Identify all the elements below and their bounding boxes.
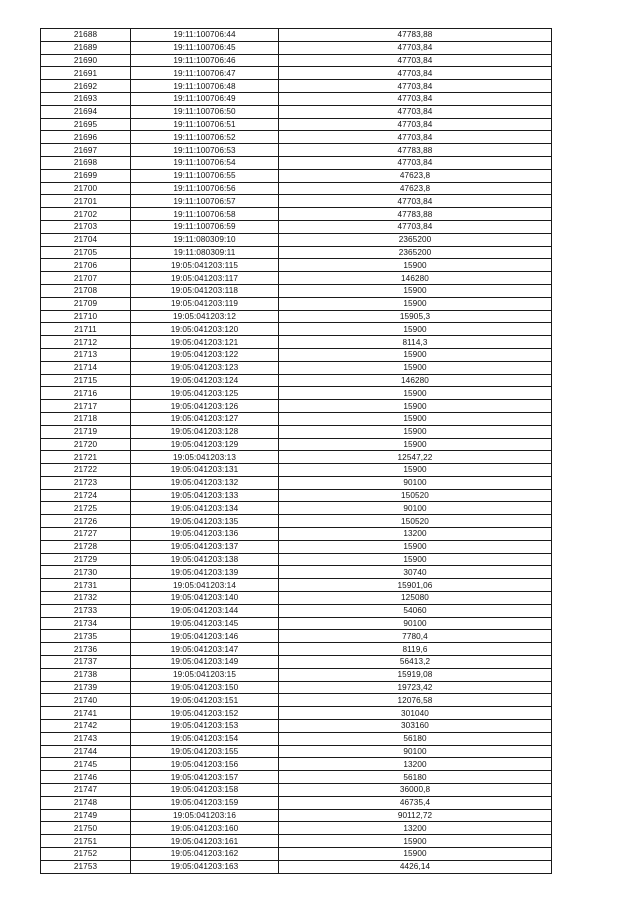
cadastral-number-cell: 19:05:041203:134 — [131, 502, 279, 515]
table-row — [41, 259, 552, 272]
cadastral-number-cell: 19:05:041203:158 — [131, 784, 279, 797]
table-row — [41, 489, 552, 502]
value-cell: 47703,84 — [279, 131, 552, 144]
table-row — [41, 515, 552, 528]
row-number-cell: 21712 — [41, 336, 131, 349]
value-cell: 47783,88 — [279, 144, 552, 157]
row-number-cell: 21717 — [41, 400, 131, 413]
value-cell: 15901,06 — [279, 579, 552, 592]
table-row — [41, 80, 552, 93]
cadastral-number-cell: 19:05:041203:138 — [131, 553, 279, 566]
value-cell: 12076,58 — [279, 694, 552, 707]
table-row — [41, 604, 552, 617]
value-cell: 47703,84 — [279, 220, 552, 233]
value-cell: 15900 — [279, 412, 552, 425]
row-number-cell: 21708 — [41, 284, 131, 297]
row-number-cell: 21702 — [41, 208, 131, 221]
row-number-cell: 21726 — [41, 515, 131, 528]
value-cell: 90100 — [279, 476, 552, 489]
row-number-cell: 21750 — [41, 822, 131, 835]
row-number-cell: 21716 — [41, 387, 131, 400]
cadastral-number-cell: 19:05:041203:149 — [131, 656, 279, 669]
value-cell: 47623,8 — [279, 169, 552, 182]
value-cell: 15900 — [279, 259, 552, 272]
table-row — [41, 745, 552, 758]
table-row — [41, 528, 552, 541]
row-number-cell: 21714 — [41, 361, 131, 374]
table-row — [41, 310, 552, 323]
value-cell: 8114,3 — [279, 336, 552, 349]
row-number-cell: 21703 — [41, 220, 131, 233]
row-number-cell: 21705 — [41, 246, 131, 259]
cadastral-number-cell: 19:11:100706:51 — [131, 118, 279, 131]
table-row — [41, 246, 552, 259]
value-cell: 36000,8 — [279, 784, 552, 797]
value-cell: 15900 — [279, 835, 552, 848]
row-number-cell: 21695 — [41, 118, 131, 131]
cadastral-number-cell: 19:05:041203:118 — [131, 284, 279, 297]
row-number-cell: 21746 — [41, 771, 131, 784]
cadastral-number-cell: 19:05:041203:132 — [131, 476, 279, 489]
cadastral-number-cell: 19:05:041203:133 — [131, 489, 279, 502]
cadastral-number-cell: 19:05:041203:139 — [131, 566, 279, 579]
cadastral-number-cell: 19:11:100706:57 — [131, 195, 279, 208]
cadastral-number-cell: 19:05:041203:137 — [131, 540, 279, 553]
row-number-cell: 21689 — [41, 41, 131, 54]
table-row — [41, 540, 552, 553]
row-number-cell: 21688 — [41, 29, 131, 42]
table-row — [41, 195, 552, 208]
table-row — [41, 771, 552, 784]
cadastral-number-cell: 19:11:100706:59 — [131, 220, 279, 233]
value-cell: 15900 — [279, 361, 552, 374]
row-number-cell: 21737 — [41, 656, 131, 669]
cadastral-number-cell: 19:11:100706:50 — [131, 105, 279, 118]
row-number-cell: 21743 — [41, 732, 131, 745]
table-row — [41, 502, 552, 515]
row-number-cell: 21699 — [41, 169, 131, 182]
value-cell: 90100 — [279, 617, 552, 630]
row-number-cell: 21713 — [41, 348, 131, 361]
value-cell: 12547,22 — [279, 451, 552, 464]
cadastral-number-cell: 19:05:041203:136 — [131, 528, 279, 541]
value-cell: 15900 — [279, 297, 552, 310]
value-cell: 2365200 — [279, 246, 552, 259]
cadastral-number-cell: 19:05:041203:162 — [131, 848, 279, 861]
row-number-cell: 21721 — [41, 451, 131, 464]
row-number-cell: 21707 — [41, 272, 131, 285]
row-number-cell: 21690 — [41, 54, 131, 67]
value-cell: 47703,84 — [279, 41, 552, 54]
cadastral-number-cell: 19:05:041203:145 — [131, 617, 279, 630]
value-cell: 15919,08 — [279, 668, 552, 681]
cadastral-number-cell: 19:05:041203:125 — [131, 387, 279, 400]
row-number-cell: 21698 — [41, 156, 131, 169]
cadastral-number-cell: 19:05:041203:131 — [131, 464, 279, 477]
cadastral-number-cell: 19:05:041203:129 — [131, 438, 279, 451]
cadastral-number-cell: 19:05:041203:123 — [131, 361, 279, 374]
table-row — [41, 412, 552, 425]
row-number-cell: 21715 — [41, 374, 131, 387]
value-cell: 15900 — [279, 348, 552, 361]
cadastral-number-cell: 19:05:041203:121 — [131, 336, 279, 349]
cadastral-number-cell: 19:11:100706:55 — [131, 169, 279, 182]
row-number-cell: 21729 — [41, 553, 131, 566]
cadastral-number-cell: 19:05:041203:157 — [131, 771, 279, 784]
table-row — [41, 566, 552, 579]
value-cell: 15900 — [279, 848, 552, 861]
row-number-cell: 21723 — [41, 476, 131, 489]
cadastral-number-cell: 19:05:041203:16 — [131, 809, 279, 822]
cadastral-number-cell: 19:05:041203:159 — [131, 796, 279, 809]
table-row — [41, 656, 552, 669]
value-cell: 15900 — [279, 464, 552, 477]
row-number-cell: 21692 — [41, 80, 131, 93]
value-cell: 47703,84 — [279, 67, 552, 80]
value-cell: 47783,88 — [279, 208, 552, 221]
cadastral-number-cell: 19:05:041203:124 — [131, 374, 279, 387]
row-number-cell: 21710 — [41, 310, 131, 323]
value-cell: 19723,42 — [279, 681, 552, 694]
row-number-cell: 21751 — [41, 835, 131, 848]
value-cell: 4426,14 — [279, 860, 552, 873]
value-cell: 56180 — [279, 771, 552, 784]
row-number-cell: 21735 — [41, 630, 131, 643]
cadastral-number-cell: 19:05:041203:155 — [131, 745, 279, 758]
value-cell: 15900 — [279, 284, 552, 297]
value-cell: 15900 — [279, 323, 552, 336]
cadastral-number-cell: 19:11:100706:45 — [131, 41, 279, 54]
row-number-cell: 21732 — [41, 592, 131, 605]
table-row — [41, 361, 552, 374]
value-cell: 47623,8 — [279, 182, 552, 195]
table-row — [41, 784, 552, 797]
value-cell: 150520 — [279, 515, 552, 528]
table-row — [41, 297, 552, 310]
cadastral-number-cell: 19:11:100706:44 — [131, 29, 279, 42]
value-cell: 54060 — [279, 604, 552, 617]
table-row — [41, 144, 552, 157]
table-row — [41, 553, 552, 566]
value-cell: 47703,84 — [279, 54, 552, 67]
cadastral-number-cell: 19:05:041203:147 — [131, 643, 279, 656]
cadastral-value-table — [40, 28, 552, 874]
cadastral-number-cell: 19:05:041203:14 — [131, 579, 279, 592]
cadastral-number-cell: 19:11:080309:11 — [131, 246, 279, 259]
table-row — [41, 579, 552, 592]
table-row — [41, 438, 552, 451]
cadastral-number-cell: 19:05:041203:160 — [131, 822, 279, 835]
table-row — [41, 131, 552, 144]
table-row — [41, 220, 552, 233]
cadastral-number-cell: 19:05:041203:151 — [131, 694, 279, 707]
table-row — [41, 387, 552, 400]
value-cell: 15905,3 — [279, 310, 552, 323]
value-cell: 301040 — [279, 707, 552, 720]
cadastral-number-cell: 19:05:041203:127 — [131, 412, 279, 425]
row-number-cell: 21722 — [41, 464, 131, 477]
cadastral-number-cell: 19:05:041203:163 — [131, 860, 279, 873]
cadastral-number-cell: 19:05:041203:122 — [131, 348, 279, 361]
cadastral-number-cell: 19:05:041203:128 — [131, 425, 279, 438]
value-cell: 15900 — [279, 438, 552, 451]
table-row — [41, 41, 552, 54]
table-row — [41, 323, 552, 336]
table-row — [41, 208, 552, 221]
value-cell: 47703,84 — [279, 195, 552, 208]
cadastral-number-cell: 19:11:100706:47 — [131, 67, 279, 80]
row-number-cell: 21711 — [41, 323, 131, 336]
value-cell: 15900 — [279, 553, 552, 566]
row-number-cell: 21740 — [41, 694, 131, 707]
table-row — [41, 643, 552, 656]
value-cell: 56413,2 — [279, 656, 552, 669]
table-row — [41, 822, 552, 835]
value-cell: 125080 — [279, 592, 552, 605]
row-number-cell: 21693 — [41, 92, 131, 105]
value-cell: 8119,6 — [279, 643, 552, 656]
row-number-cell: 21691 — [41, 67, 131, 80]
value-cell: 47703,84 — [279, 156, 552, 169]
row-number-cell: 21709 — [41, 297, 131, 310]
table-row — [41, 169, 552, 182]
row-number-cell: 21694 — [41, 105, 131, 118]
table-row — [41, 29, 552, 42]
table-row — [41, 464, 552, 477]
value-cell: 13200 — [279, 528, 552, 541]
table-row — [41, 348, 552, 361]
cadastral-number-cell: 19:05:041203:154 — [131, 732, 279, 745]
row-number-cell: 21738 — [41, 668, 131, 681]
table-row — [41, 592, 552, 605]
cadastral-number-cell: 19:05:041203:150 — [131, 681, 279, 694]
table-row — [41, 732, 552, 745]
cadastral-number-cell: 19:05:041203:146 — [131, 630, 279, 643]
value-cell: 90112,72 — [279, 809, 552, 822]
value-cell: 47783,88 — [279, 29, 552, 42]
value-cell: 13200 — [279, 758, 552, 771]
row-number-cell: 21733 — [41, 604, 131, 617]
row-number-cell: 21730 — [41, 566, 131, 579]
cadastral-number-cell: 19:05:041203:119 — [131, 297, 279, 310]
row-number-cell: 21725 — [41, 502, 131, 515]
cadastral-number-cell: 19:11:080309:10 — [131, 233, 279, 246]
row-number-cell: 21724 — [41, 489, 131, 502]
table-row — [41, 835, 552, 848]
table-row — [41, 374, 552, 387]
cadastral-number-cell: 19:05:041203:144 — [131, 604, 279, 617]
table-row — [41, 630, 552, 643]
value-cell: 30740 — [279, 566, 552, 579]
row-number-cell: 21718 — [41, 412, 131, 425]
table-row — [41, 54, 552, 67]
cadastral-number-cell: 19:11:100706:53 — [131, 144, 279, 157]
table-row — [41, 182, 552, 195]
value-cell: 15900 — [279, 425, 552, 438]
table-row — [41, 425, 552, 438]
value-cell: 146280 — [279, 374, 552, 387]
value-cell: 146280 — [279, 272, 552, 285]
value-cell: 150520 — [279, 489, 552, 502]
cadastral-number-cell: 19:11:100706:52 — [131, 131, 279, 144]
row-number-cell: 21700 — [41, 182, 131, 195]
row-number-cell: 21747 — [41, 784, 131, 797]
cadastral-number-cell: 19:05:041203:115 — [131, 259, 279, 272]
table-row — [41, 156, 552, 169]
cadastral-number-cell: 19:05:041203:156 — [131, 758, 279, 771]
cadastral-number-cell: 19:11:100706:54 — [131, 156, 279, 169]
value-cell: 15900 — [279, 400, 552, 413]
value-cell: 46735,4 — [279, 796, 552, 809]
row-number-cell: 21742 — [41, 720, 131, 733]
row-number-cell: 21727 — [41, 528, 131, 541]
row-number-cell: 21704 — [41, 233, 131, 246]
table-row — [41, 92, 552, 105]
value-cell: 15900 — [279, 387, 552, 400]
value-cell: 56180 — [279, 732, 552, 745]
cadastral-number-cell: 19:11:100706:58 — [131, 208, 279, 221]
row-number-cell: 21697 — [41, 144, 131, 157]
row-number-cell: 21701 — [41, 195, 131, 208]
cadastral-number-cell: 19:05:041203:12 — [131, 310, 279, 323]
table-row — [41, 118, 552, 131]
row-number-cell: 21706 — [41, 259, 131, 272]
table-row — [41, 400, 552, 413]
cadastral-number-cell: 19:05:041203:153 — [131, 720, 279, 733]
value-cell: 13200 — [279, 822, 552, 835]
table-row — [41, 272, 552, 285]
table-row — [41, 848, 552, 861]
cadastral-number-cell: 19:11:100706:48 — [131, 80, 279, 93]
cadastral-number-cell: 19:05:041203:152 — [131, 707, 279, 720]
table-row — [41, 758, 552, 771]
table-row — [41, 707, 552, 720]
row-number-cell: 21748 — [41, 796, 131, 809]
row-number-cell: 21753 — [41, 860, 131, 873]
table-row — [41, 668, 552, 681]
value-cell: 2365200 — [279, 233, 552, 246]
cadastral-number-cell: 19:05:041203:15 — [131, 668, 279, 681]
row-number-cell: 21736 — [41, 643, 131, 656]
table-row — [41, 796, 552, 809]
row-number-cell: 21731 — [41, 579, 131, 592]
table-row — [41, 720, 552, 733]
table-row — [41, 233, 552, 246]
row-number-cell: 21741 — [41, 707, 131, 720]
table-row — [41, 336, 552, 349]
value-cell: 90100 — [279, 502, 552, 515]
row-number-cell: 21719 — [41, 425, 131, 438]
table-row — [41, 67, 552, 80]
row-number-cell: 21739 — [41, 681, 131, 694]
table-body — [41, 29, 552, 874]
cadastral-number-cell: 19:05:041203:161 — [131, 835, 279, 848]
table-row — [41, 694, 552, 707]
row-number-cell: 21720 — [41, 438, 131, 451]
table-row — [41, 284, 552, 297]
value-cell: 303160 — [279, 720, 552, 733]
table-row — [41, 809, 552, 822]
table-row — [41, 860, 552, 873]
cadastral-number-cell: 19:05:041203:140 — [131, 592, 279, 605]
table-row — [41, 105, 552, 118]
row-number-cell: 21749 — [41, 809, 131, 822]
table-row — [41, 617, 552, 630]
cadastral-number-cell: 19:05:041203:135 — [131, 515, 279, 528]
row-number-cell: 21752 — [41, 848, 131, 861]
row-number-cell: 21734 — [41, 617, 131, 630]
cadastral-number-cell: 19:05:041203:120 — [131, 323, 279, 336]
cadastral-number-cell: 19:11:100706:49 — [131, 92, 279, 105]
table-row — [41, 451, 552, 464]
cadastral-number-cell: 19:11:100706:46 — [131, 54, 279, 67]
cadastral-number-cell: 19:05:041203:13 — [131, 451, 279, 464]
value-cell: 47703,84 — [279, 118, 552, 131]
value-cell: 47703,84 — [279, 92, 552, 105]
value-cell: 90100 — [279, 745, 552, 758]
row-number-cell: 21745 — [41, 758, 131, 771]
row-number-cell: 21728 — [41, 540, 131, 553]
row-number-cell: 21744 — [41, 745, 131, 758]
cadastral-number-cell: 19:11:100706:56 — [131, 182, 279, 195]
value-cell: 47703,84 — [279, 80, 552, 93]
value-cell: 15900 — [279, 540, 552, 553]
cadastral-number-cell: 19:05:041203:117 — [131, 272, 279, 285]
cadastral-number-cell: 19:05:041203:126 — [131, 400, 279, 413]
table-row — [41, 476, 552, 489]
value-cell: 47703,84 — [279, 105, 552, 118]
value-cell: 7780,4 — [279, 630, 552, 643]
table-row — [41, 681, 552, 694]
row-number-cell: 21696 — [41, 131, 131, 144]
